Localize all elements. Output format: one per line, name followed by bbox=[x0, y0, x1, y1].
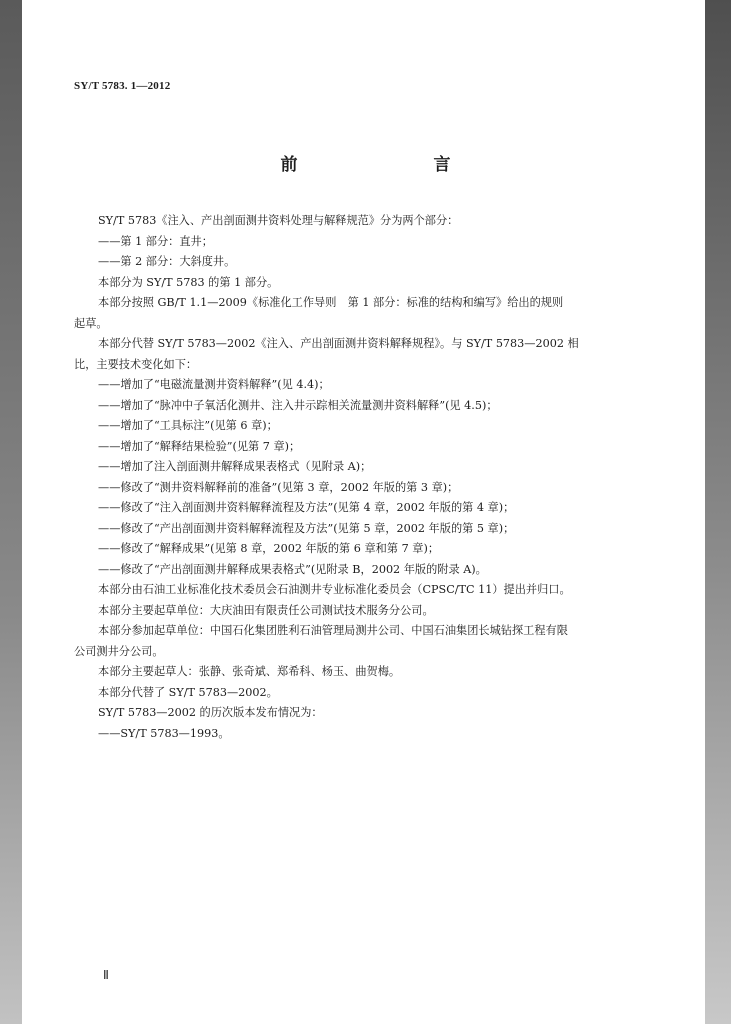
paragraph-line: 比，主要技术变化如下： bbox=[74, 357, 198, 371]
paragraph-line: ——增加了“电磁流量测井资料解释”(见 4.4)； bbox=[98, 378, 330, 391]
paragraph-line: 本部分代替 SY/T 5783—2002《注入、产出剖面测井资料解释规程》。与 SY/T 5783—2002 相 bbox=[98, 337, 579, 350]
page-title: 前 言 bbox=[280, 155, 485, 175]
preface-body bbox=[74, 211, 683, 744]
paragraph-line: 本部分由石油工业标准化技术委员会石油测井专业标准化委员会（CPSC/TC 11）提出并归口。 bbox=[98, 583, 571, 596]
paragraph-line: SY/T 5783《注入、产出剖面测井资料处理与解释规范》分为两个部分： bbox=[98, 214, 459, 227]
paragraph-line: ——修改了“产出剖面测井资料解释流程及方法”(见第 5 章，2002 年版的第 5 章)； bbox=[98, 521, 515, 535]
paragraph-line: ——增加了注入剖面测井解释成果表格式（见附录 A)； bbox=[98, 460, 372, 473]
paragraph-line: ——增加了“脉冲中子氧活化测井、注入井示踪相关流量测井资料解释”(见 4.5)； bbox=[98, 398, 498, 412]
paragraph-line: 公司测井分公司。 bbox=[74, 644, 164, 658]
paragraph-line: ——第 1 部分：直井； bbox=[98, 234, 213, 248]
paragraph-line: 本部分代替了 SY/T 5783—2002。 bbox=[98, 685, 278, 699]
page-number: Ⅱ bbox=[103, 968, 109, 982]
paragraph-line: 本部分主要起草人：张静、张奇斌、郑希科、杨玉、曲贺梅。 bbox=[98, 665, 401, 678]
paragraph-line: ——修改了“产出剖面测井解释成果表格式”(见附录 B，2002 年版的附录 A)。 bbox=[98, 562, 487, 576]
paragraph-line: ——修改了“注入剖面测井资料解释流程及方法”(见第 4 章，2002 年版的第 4 章)； bbox=[98, 501, 515, 514]
paragraph-line: 本部分参加起草单位：中国石化集团胜利石油管理局测井公司、中国石油集团长城钻探工程有限 bbox=[98, 624, 568, 637]
paragraph-line: ——增加了“工具标注”(见第 6 章)； bbox=[98, 419, 278, 432]
paragraph-line: ——第 2 部分：大斜度井。 bbox=[98, 255, 236, 268]
paragraph-line: 本部分为 SY/T 5783 的第 1 部分。 bbox=[98, 275, 279, 289]
paragraph-line: 本部分主要起草单位：大庆油田有限责任公司测试技术服务分公司。 bbox=[98, 603, 434, 617]
paragraph-line: ——SY/T 5783—1993。 bbox=[98, 726, 230, 740]
paragraph-line: 本部分按照 GB/T 1.1—2009《标准化工作导则 第 1 部分：标准的结构和编写》给出的规则 bbox=[98, 296, 564, 309]
paragraph-line: ——增加了“解释结果检验”(见第 7 章)； bbox=[98, 439, 301, 453]
standard-code-header: SY/T 5783. 1—2012 bbox=[74, 80, 171, 92]
paragraph-line: ——修改了“解释成果”(见第 8 章，2002 年版的第 6 章和第 7 章)； bbox=[98, 542, 440, 555]
paragraph-line: ——修改了“测井资料解释前的准备”(见第 3 章，2002 年版的第 3 章)； bbox=[98, 480, 459, 494]
paragraph-line: 起草。 bbox=[74, 316, 108, 330]
paragraph-line: SY/T 5783—2002 的历次版本发布情况为： bbox=[98, 706, 323, 719]
